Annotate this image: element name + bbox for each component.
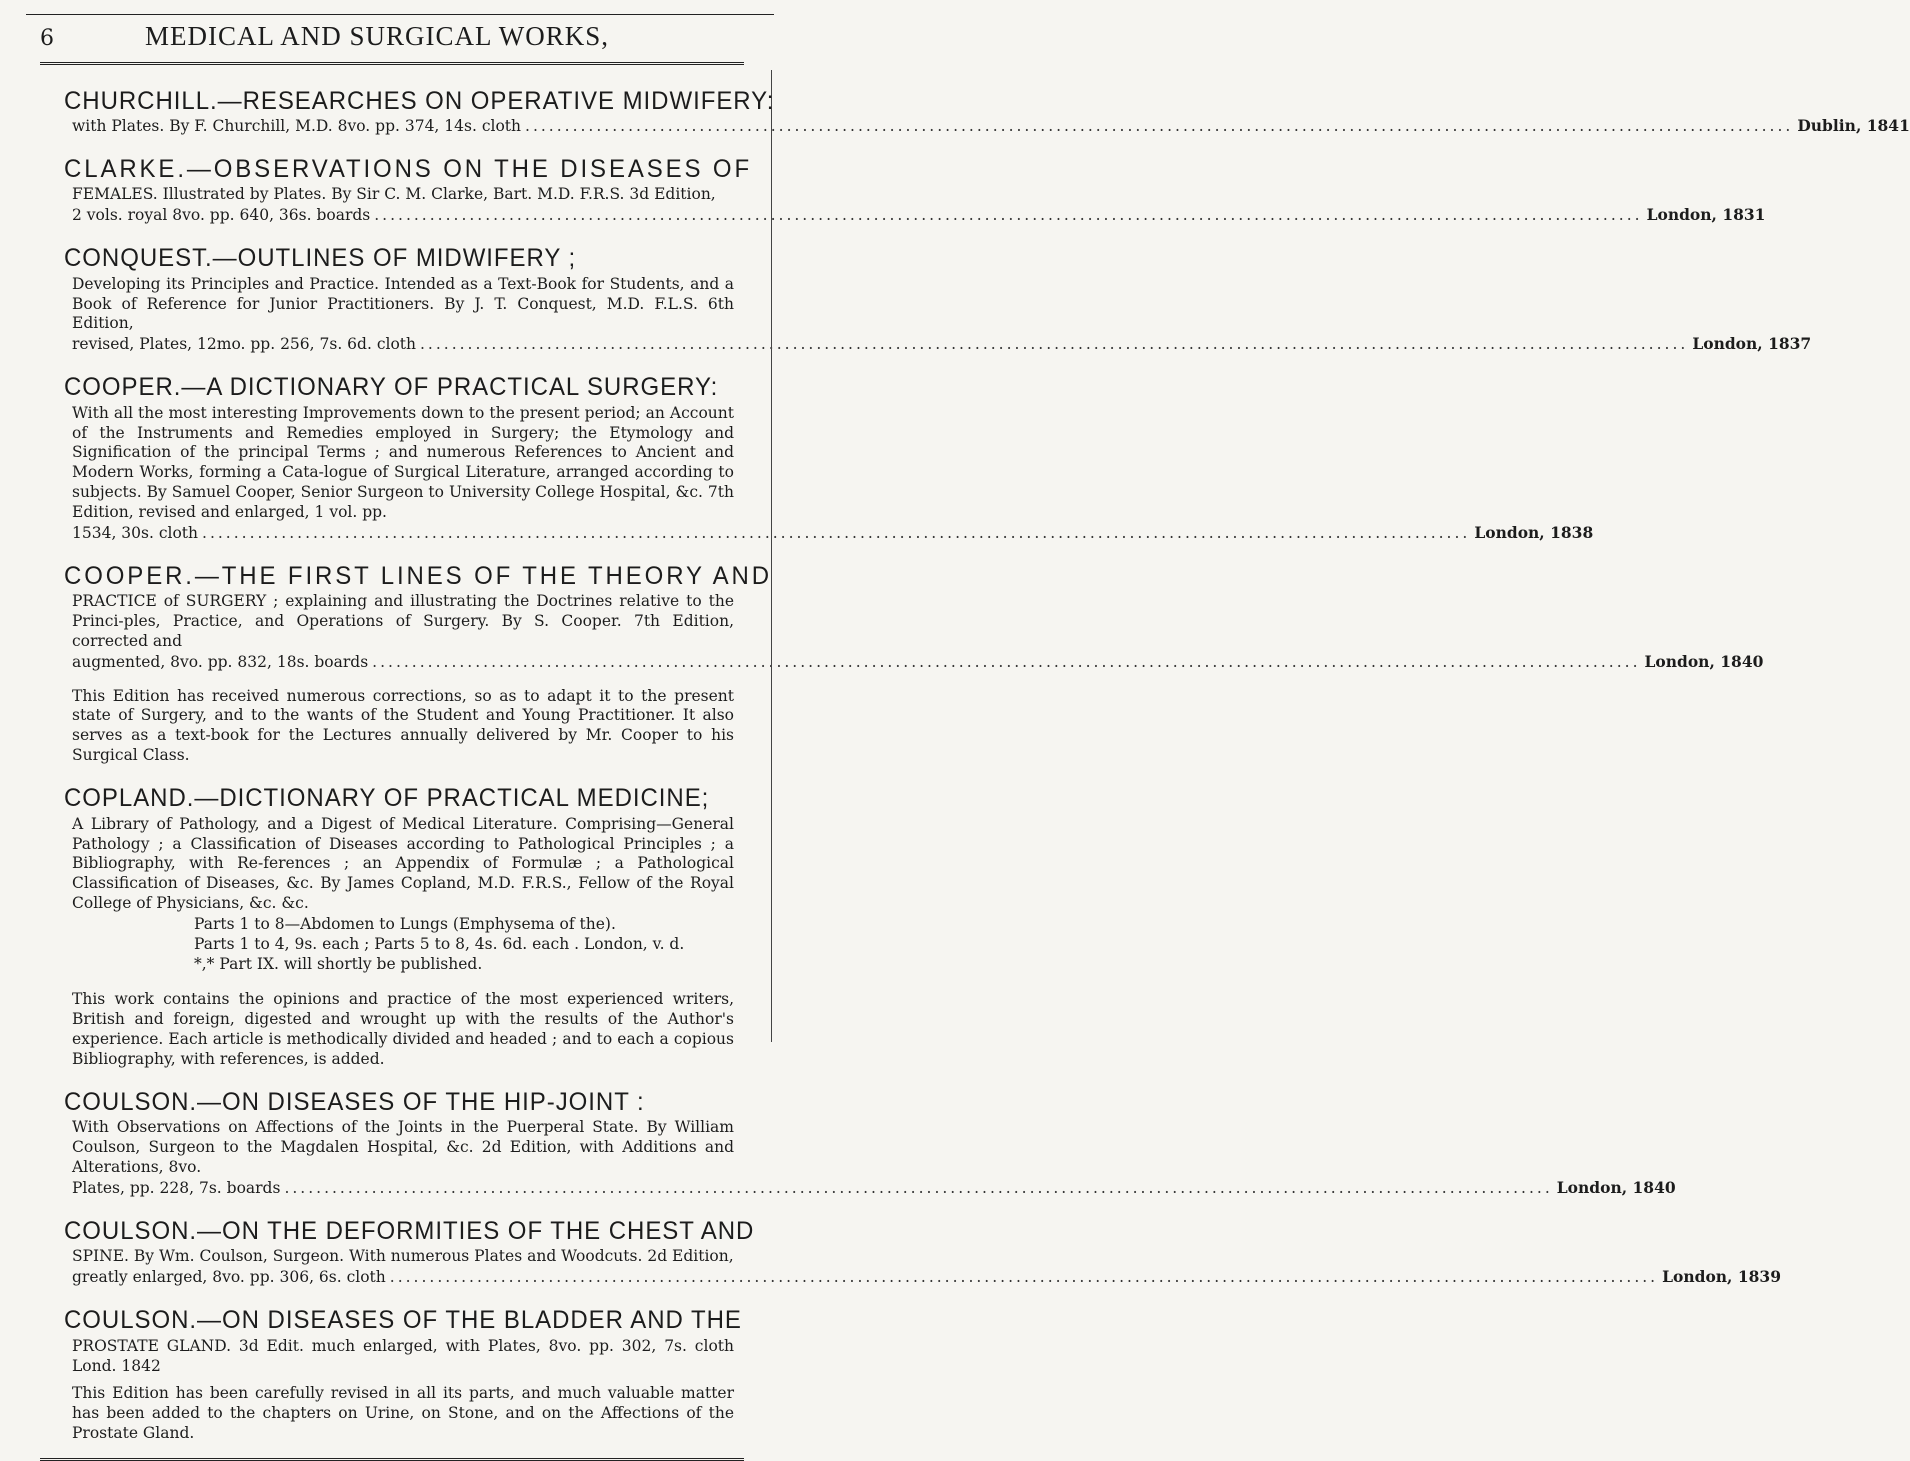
parts-price-line: Parts 1 to 4, 9s. each ; Parts 5 to 8, 4s. 6d. each . London, v. d. [194, 935, 685, 953]
entry-description: With Observations on Affections of the Joints in the Puerperal State. By William Coulson, Surgeon to the Magdalen Hospital, &c. 2d Edition, with Additions and Alterations, 8vo. [72, 1118, 734, 1176]
catalogue-entry-conquest [64, 243, 1812, 355]
dot-leader: ................................................................................................................................................................ [202, 523, 1471, 542]
entry-description: PRACTICE of SURGERY ; explaining and illustrating the Doctrines relative to the Princi-ples, Practice, and Operations of Surgery. By S. Cooper. 7th Edition, corrected and [72, 592, 734, 650]
entry-list [64, 87, 1910, 1444]
imprint-line [64, 1267, 1781, 1288]
catalogue-entry-coulson-bladder [64, 1306, 742, 1444]
imprint-line [64, 651, 1764, 673]
imprint-place-date: London, 1838 [1474, 522, 1594, 542]
top-rule [26, 14, 774, 15]
imprint-place-date: London, 1831 [1646, 205, 1766, 225]
entry-description: PROSTATE GLAND. 3d Edit. much enlarged, with Plates, 8vo. pp. 302, 7s. cloth Lond. 1842 [72, 1336, 734, 1375]
dot-leader: ................................................................................................................................................................ [284, 1178, 1553, 1197]
entry-note: This Edition has received numerous corrections, so as to adapt it to the present state of Surgery, and to the wants of the Student and Young Practitioner. It also serves as a text-book for the Lectures annually delivered by Mr. Cooper to his Surgical Class. [72, 686, 734, 765]
forthcoming-note: *,* Part IX. will shortly be published. [194, 955, 483, 974]
entry-title: CONQUEST.—OUTLINES OF MIDWIFERY ; [64, 243, 577, 272]
page-header [40, 19, 744, 65]
imprint-lead: 2 vols. royal 8vo. pp. 640, 36s. boards [72, 206, 371, 225]
catalogue-entry-cooper-dictionary [64, 373, 1594, 544]
catalogue-entry-cooper-first-lines [64, 561, 1764, 766]
entry-description: FEMALES. Illustrated by Plates. By Sir C. M. Clarke, Bart. M.D. F.R.S. 3d Edition, [72, 185, 716, 204]
imprint-lead: augmented, 8vo. pp. 832, 18s. boards [72, 652, 369, 671]
entry-title: COOPER.—THE FIRST LINES OF THE THEORY AND [64, 561, 772, 590]
entry-title: CLARKE.—OBSERVATIONS ON THE DISEASES OF [64, 154, 753, 183]
imprint-line [64, 205, 1766, 226]
running-head: MEDICAL AND SURGICAL WORKS, [144, 21, 610, 51]
catalogue-entry-churchill [64, 87, 1910, 137]
dot-leader: ................................................................................................................................................................ [374, 206, 1643, 225]
imprint-line [64, 334, 1812, 355]
imprint-place-date: London, 1840 [1556, 1177, 1676, 1197]
entry-description: SPINE. By Wm. Coulson, Surgeon. With numerous Plates and Woodcuts. 2d Edition, [72, 1247, 734, 1266]
entry-title: COPLAND.—DICTIONARY OF PRACTICAL MEDICINE; [64, 783, 710, 812]
dot-leader: ................................................................................................................................................................ [372, 652, 1641, 671]
catalogue-entry-copland [64, 784, 734, 1070]
imprint-place-date: Dublin, 1841 [1797, 115, 1910, 135]
entry-title: CHURCHILL.—RESEARCHES ON OPERATIVE MIDWIFERY: [64, 87, 775, 115]
entry-description: A Library of Pathology, and a Digest of Medical Literature. Comprising—General Pathology ; a Classification of Diseases according to Pathological Principles ; a Bibliography, with Re-ferences ; an Appendix of Formulæ ; a Pathological Classification of Diseases, &c. By James Copland, M.D. F.R.S., Fellow of the Royal College of Physicians, &c. &c. [72, 814, 734, 913]
entry-note: This work contains the opinions and practice of the most experienced writers, British and foreign, digested and wrought up with the results of the Author's experience. Each article is methodically divided and headed ; and to each a copious Bibliography, with references, is added. [72, 990, 734, 1068]
imprint-lead: Plates, pp. 228, 7s. boards [72, 1178, 281, 1197]
side-rule [771, 70, 772, 1042]
page-number: 6 [40, 26, 54, 51]
entry-title: COULSON.—ON DISEASES OF THE HIP-JOINT : [64, 1087, 645, 1116]
imprint-line [64, 1177, 1676, 1199]
entry-title: COOPER.—A DICTIONARY OF PRACTICAL SURGERY: [64, 373, 719, 402]
parts-line: Parts 1 to 8—Abdomen to Lungs (Emphysema of the). [194, 914, 616, 933]
imprint-place-date: London, 1840 [1644, 651, 1764, 671]
imprint-lead: revised, Plates, 12mo. pp. 256, 7s. 6d. cloth [72, 335, 416, 354]
dot-leader: ................................................................................................................................................................ [420, 335, 1689, 354]
entry-note: This Edition has been carefully revised in all its parts, and much valuable matter has been added to the chapters on Urine, on Stone, and on the Affections of the Prostate Gland. [72, 1384, 734, 1443]
entry-title: COULSON.—ON DISEASES OF THE BLADDER AND THE [64, 1306, 742, 1335]
imprint-lead: greatly enlarged, 8vo. pp. 306, 6s. cloth [72, 1268, 386, 1287]
catalogue-entry-clarke [64, 154, 1766, 226]
dot-leader: ................................................................................................................................................................ [389, 1268, 1659, 1287]
entry-description: With all the most interesting Improvements down to the present period; an Account of the Instruments and Remedies employed in Surgery; the Etymology and Signification of the principal Terms ; and numerous References to Ancient and Modern Works, forming a Cata-logue of Surgical Literature, arranged according to subjects. By Samuel Cooper, Senior Surgeon to University College Hospital, &c. 7th Edition, revised and enlarged, 1 vol. pp. [72, 403, 734, 521]
imprint-place-date: London, 1837 [1692, 334, 1812, 354]
imprint-line [64, 522, 1594, 544]
entry-description: Developing its Principles and Practice. Intended as a Text-Book for Students, and a Book of Reference for Junior Practitioners. By J. T. Conquest, M.D. F.L.S. 6th Edition, [72, 274, 734, 333]
entry-title: COULSON.—ON THE DEFORMITIES OF THE CHEST AND [64, 1216, 755, 1245]
catalogue-entry-coulson-hip [64, 1087, 1676, 1199]
dot-leader: ................................................................................................................................................................ [525, 116, 1794, 135]
imprint-lead: 1534, 30s. cloth [72, 523, 199, 542]
catalogue-entry-coulson-chest [64, 1216, 1781, 1288]
imprint-lead: with Plates. By F. Churchill, M.D. 8vo. pp. 374, 14s. cloth [72, 116, 522, 135]
imprint-line [64, 115, 1910, 137]
imprint-place-date: London, 1839 [1662, 1267, 1781, 1287]
